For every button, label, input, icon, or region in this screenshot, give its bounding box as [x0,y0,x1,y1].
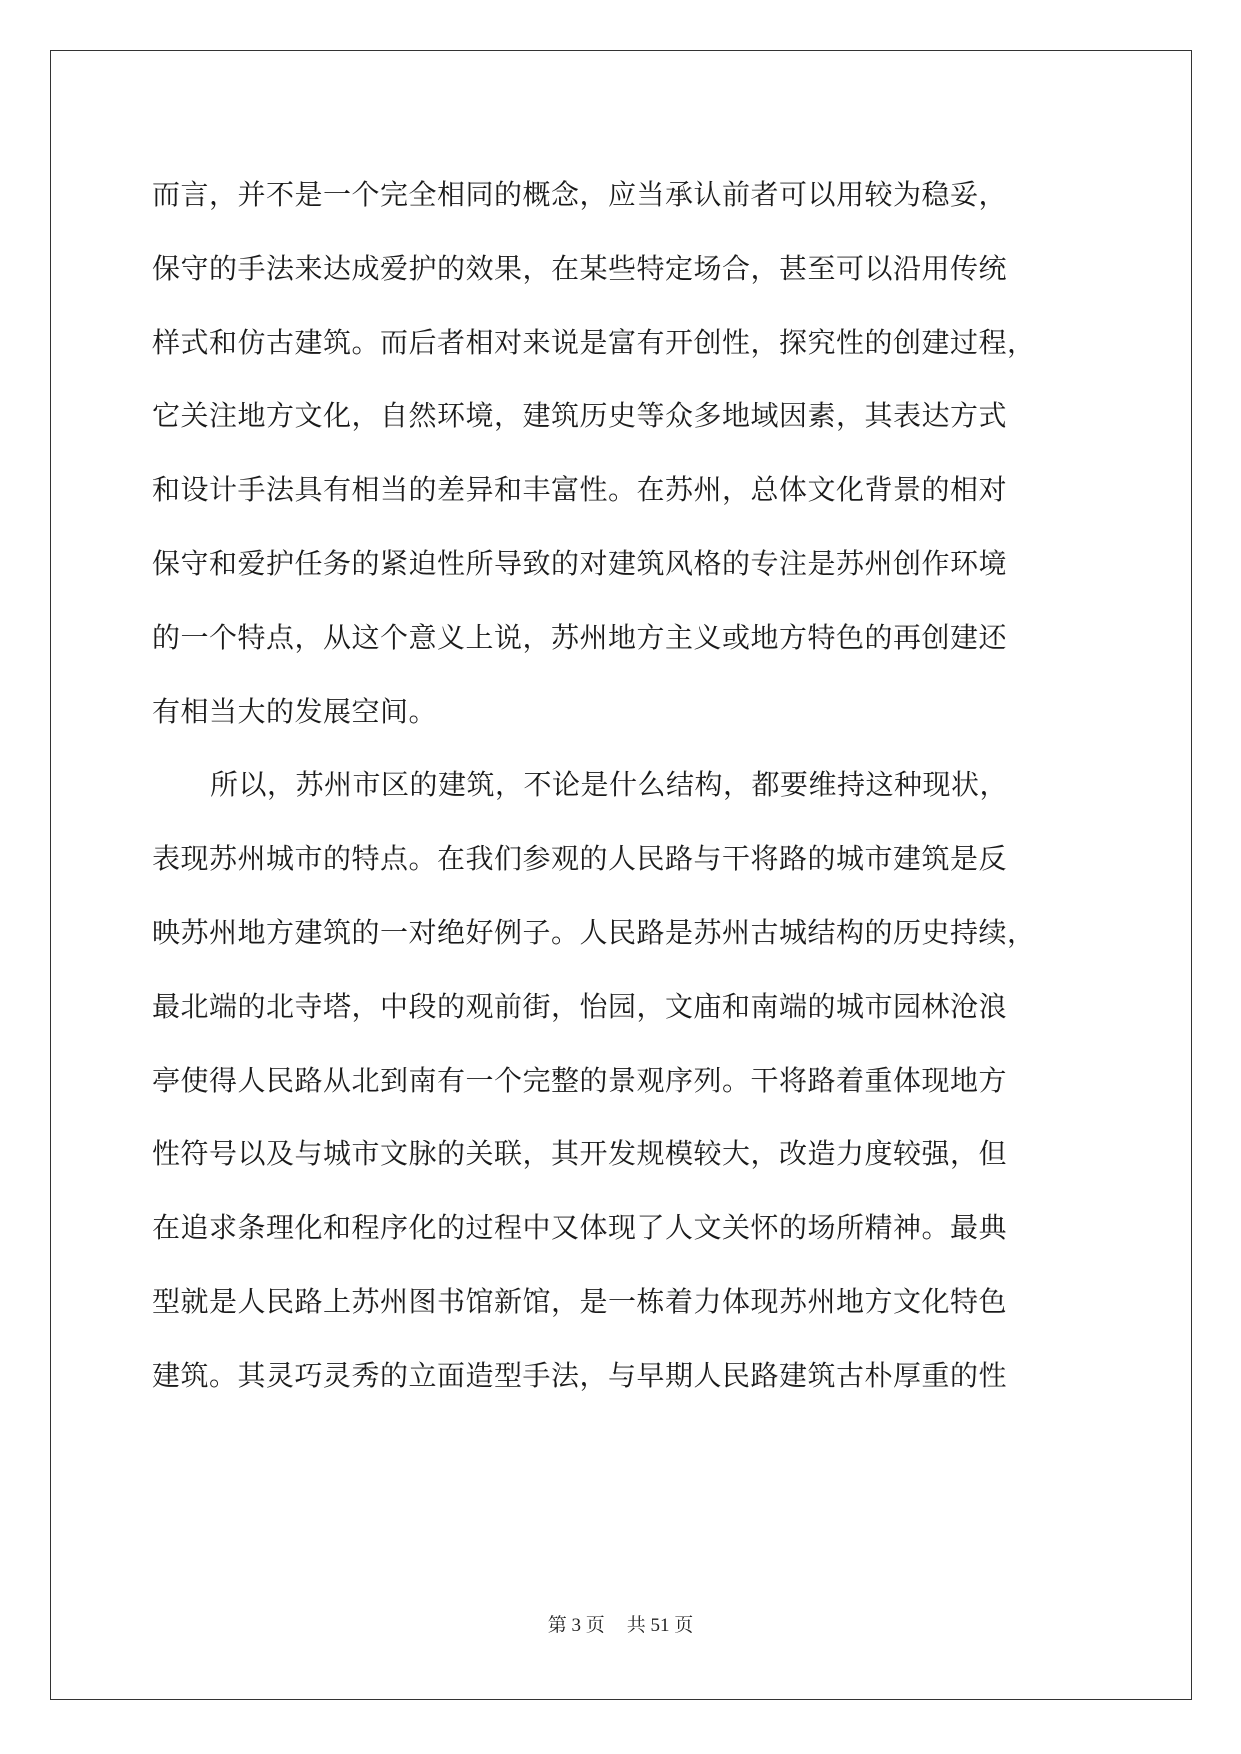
text-line: 而言，并不是一个完全相同的概念，应当承认前者可以用较为稳妥， [152,178,1008,211]
page-number: 第 3 页 [547,1615,605,1636]
page-footer [0,1610,1241,1637]
text-line: 在追求条理化和程序化的过程中又体现了人文关怀的场所精神。最典 [152,1211,1008,1245]
text-line: 建筑。其灵巧灵秀的立面造型手法，与早期人民路建筑古朴厚重的性 [152,1358,1008,1392]
text-line: 保守和爱护任务的紧迫性所导致的对建筑风格的专注是苏州创作环境 [152,546,1008,580]
text-line: 有相当大的发展空间。 [152,694,438,728]
text-line: 型就是人民路上苏州图书馆新馆，是一栋着力体现苏州地方文化特色 [152,1284,1008,1318]
text-line: 表现苏州城市的特点。在我们参观的人民路与干将路的城市建筑是反 [152,842,1008,876]
text-line: 最北端的北寺塔，中段的观前街，怡园，文庙和南端的城市园林沧浪 [152,989,1008,1023]
text-line: 保守的手法来达成爱护的效果，在某些特定场合，甚至可以沿用传统 [152,251,1008,285]
text-line: 亭使得人民路从北到南有一个完整的景观序列。干将路着重体现地方 [152,1063,1008,1097]
paragraph-first-line: 所以，苏州市区的建筑，不论是什么结构，都要维持这种现状， [210,768,1009,802]
text-line: 映苏州地方建筑的一对绝好例子。人民路是苏州古城结构的历史持续， [152,915,1036,949]
text-line: 的一个特点，从这个意义上说，苏州地方主义或地方特色的再创建还 [152,620,1008,654]
document-body [152,158,1092,1413]
text-line: 性符号以及与城市文脉的关联，其开发规模较大，改造力度较强，但 [152,1137,1008,1171]
text-line: 它关注地方文化，自然环境，建筑历史等众多地域因素，其表达方式 [152,399,1008,433]
text-line: 和设计手法具有相当的差异和丰富性。在苏州，总体文化背景的相对 [152,473,1008,507]
text-line: 样式和仿古建筑。而后者相对来说是富有开创性，探究性的创建过程， [152,325,1036,359]
total-pages: 共 51 页 [626,1615,694,1636]
